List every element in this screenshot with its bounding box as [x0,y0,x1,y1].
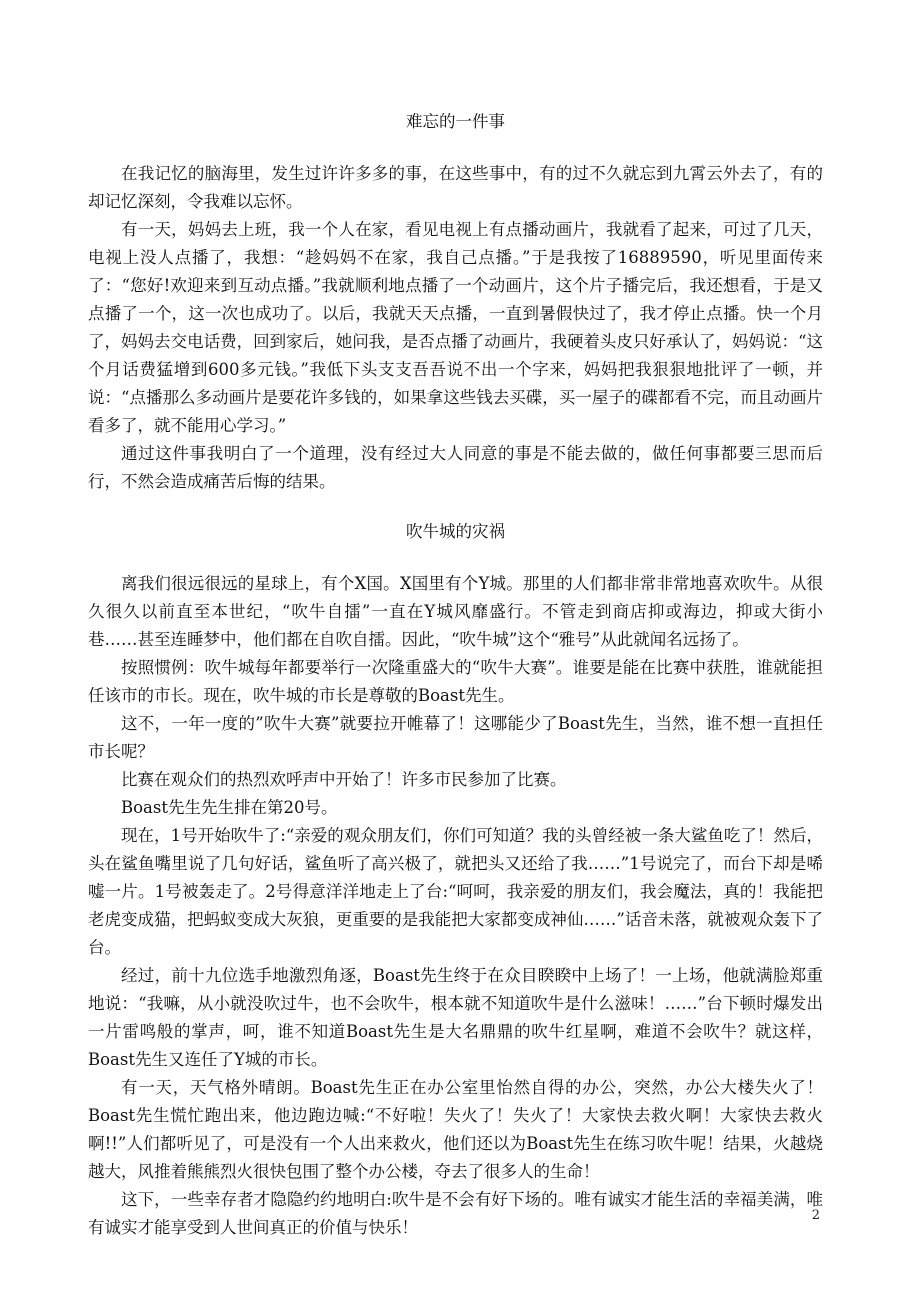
page-number: 2 [811,1208,820,1223]
paragraph: 通过这件事我明白了一个道理，没有经过大人同意的事是不能去做的，做任何事都要三思而后行，不然会造成痛苦后悔的结果。 [88,444,823,491]
paragraph: 离我们很远很远的星球上，有个X国。X国里有个Y城。那里的人们都非常非常地喜欢吹牛。从很久很久以前直至本世纪，“吹牛自擂”一直在Y城风靡盛行。不管走到商店抑或海边，抑或大街小巷……甚至连睡梦中，他们都在自吹自擂。因此，“吹牛城”这个“雅号”从此就闻名远扬了。 [88,574,823,649]
paragraph: 经过，前十九位选手地激烈角逐，Boast先生终于在众目睽睽中上场了！一上场，他就满脸郑重地说：“我嘛，从小就没吹过牛，也不会吹牛，根本就不知道吹牛是什么滋味！……”台下顿时爆发出一片雷鸣般的掌声，呵，谁不知道Boast先生是大名鼎鼎的吹牛红星啊，难道不会吹牛？就这样，Boast先生又连任了Y城的市长。 [88,966,823,1069]
essay-body-1 [88,160,823,496]
paragraph: Boast先生先生排在第20号。 [121,798,338,817]
paragraph: 比赛在观众们的热烈欢呼声中开始了！许多市民参加了比赛。 [121,770,567,789]
paragraph: 在我记忆的脑海里，发生过许许多多的事，在这些事中，有的过不久就忘到九霄云外去了，有的却记忆深刻，令我难以忘怀。 [88,164,823,211]
paragraph: 有一天，天气格外晴朗。Boast先生正在办公室里怡然自得的办公，突然，办公大楼失火了！Boast先生慌忙跑出来，他边跑边喊:“不好啦！失火了！失火了！大家快去救火啊！大家快去救火啊!!”人们都听见了，可是没有一个人出来救火，他们还以为Boast先生在练习吹牛呢！结果，火越烧越大，风推着熊熊烈火很快包围了整个办公楼，夺去了很多人的生命！ [88,1078,823,1181]
document-body [88,108,823,1242]
essay-title-1: 难忘的一件事 [406,112,505,131]
paragraph: 按照惯例：吹牛城每年都要举行一次隆重盛大的“吹牛大赛”。谁要是能在比赛中获胜，谁就能担任该市的市长。现在，吹牛城的市长是尊敬的Boast先生。 [88,658,823,705]
essay-title-2: 吹牛城的灾祸 [406,522,505,541]
essay-body-2 [88,570,823,1242]
paragraph: 现在，1号开始吹牛了:“亲爱的观众朋友们，你们可知道？我的头曾经被一条大鲨鱼吃了！然后，头在鲨鱼嘴里说了几句好话，鲨鱼听了高兴极了，就把头又还给了我……”1号说完了，而台下却是唏嘘一片。1号被轰走了。2号得意洋洋地走上了台:“呵呵，我亲爱的朋友们，我会魔法，真的！我能把老虎变成猫，把蚂蚁变成大灰狼，更重要的是我能把大家都变成神仙……”话音未落，就被观众轰下了台。 [88,826,823,957]
paragraph: 这下，一些幸存者才隐隐约约地明白:吹牛是不会有好下场的。唯有诚实才能生活的幸福美满，唯有诚实才能享受到人世间真正的价值与快乐！ [88,1190,823,1237]
paragraph: 有一天，妈妈去上班，我一个人在家，看见电视上有点播动画片，我就看了起来，可过了几天，电视上没人点播了，我想：“趁妈妈不在家，我自己点播。”于是我按了16889590，听见里面传来了：“您好!欢迎来到互动点播。”我就顺利地点播了一个动画片，这个片子播完后，我还想看，于是又点播了一个，这一次也成功了。以后，我就天天点播，一直到暑假快过了，我才停止点播。快一个月了，妈妈去交电话费，回到家后，她问我，是否点播了动画片，我硬着头皮只好承认了，妈妈说：“这个月话费猛增到600多元钱。”我低下头支支吾吾说不出一个字来，妈妈把我狠狠地批评了一顿，并说：“点播那么多动画片是要花许多钱的，如果拿这些钱去买碟，买一屋子的碟都看不完，而且动画片看多了，就不能用心学习。” [88,220,823,435]
paragraph: 这不，一年一度的”吹牛大赛”就要拉开帷幕了！这哪能少了Boast先生，当然，谁不想一直担任市长呢？ [88,714,823,761]
